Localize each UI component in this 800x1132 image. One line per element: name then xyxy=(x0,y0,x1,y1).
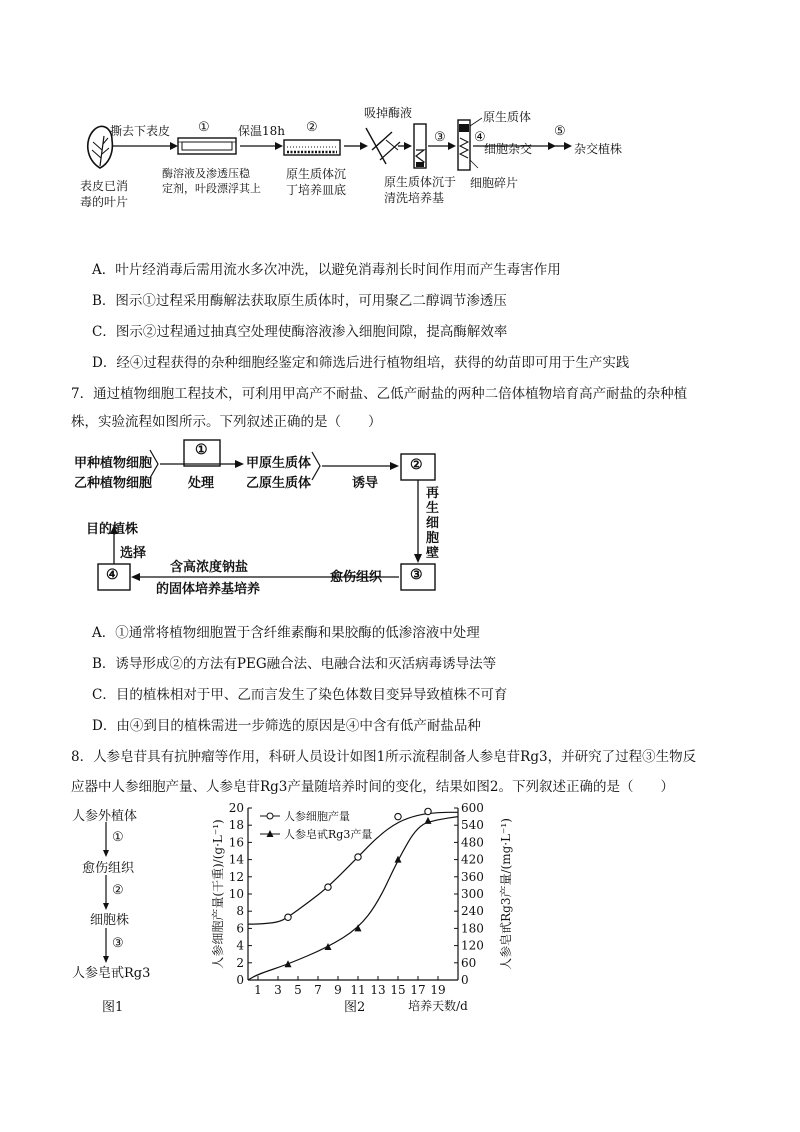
x-tick-label: 17 xyxy=(410,983,426,997)
salt-medium-line1: 含高浓度钠盐 xyxy=(170,560,249,575)
box3-label: ③ xyxy=(410,567,423,583)
fig1-item-callus: 愈伤组织 xyxy=(82,861,135,876)
q6-option-c: C．图示②过程通过抽真空处理使酶溶液渗入细胞间隙，提高酶解效率 xyxy=(92,324,508,340)
q6-option-b: B．图示①过程采用酶解法获取原生质体时，可用聚乙二醇调节渗透压 xyxy=(92,293,507,309)
y-left-tick-label: 6 xyxy=(236,921,244,936)
q6-option-a: A．叶片经消毒后需用流水多次冲洗，以避免消毒剂长时间作用而产生毒害作用 xyxy=(92,262,561,278)
protoplast-label: 原生质体 xyxy=(483,110,532,124)
q7-option-c: C．目的植株相对于甲、乙而言发生了染色体数目变异导致植株不可育 xyxy=(92,687,508,703)
select-label: 选择 xyxy=(120,546,147,561)
y-right-tick-label: 60 xyxy=(461,955,477,970)
process-label: 处理 xyxy=(188,476,215,491)
rg3-yield-point xyxy=(325,943,332,950)
arrow1-label: 撕去下表皮 xyxy=(110,124,171,138)
x-tick-label: 19 xyxy=(430,983,446,997)
suck-label: 吸掉酶液 xyxy=(364,106,413,120)
x-tick-label: 5 xyxy=(294,983,302,997)
fig1-step2: ② xyxy=(112,883,124,898)
fig1-step3: ③ xyxy=(112,936,124,951)
y-left-axis-title: 人参细胞产量(干重)/(g·L⁻¹) xyxy=(211,819,225,969)
cell-yield-point xyxy=(325,884,331,890)
rg3-yield-point xyxy=(425,817,432,824)
x-tick-label: 7 xyxy=(314,983,322,997)
petri-dish-2 xyxy=(284,140,340,155)
q7-stem-line2: 株，实验流程如图所示。下列叙述正确的是（ ） xyxy=(71,414,382,430)
y-right-tick-label: 360 xyxy=(461,869,484,884)
x-tick-label: 11 xyxy=(350,983,366,997)
fig2-caption: 图2 xyxy=(344,1000,366,1015)
cell-yield-point xyxy=(425,808,431,814)
legend-marker-1 xyxy=(267,813,273,819)
y-right-tick-label: 540 xyxy=(461,818,484,833)
y-left-tick-label: 16 xyxy=(228,835,244,850)
cell-yield-point xyxy=(395,813,401,819)
y-right-tick-label: 180 xyxy=(461,921,484,936)
salt-medium-line2: 的固体培养基培养 xyxy=(156,582,261,597)
hybrid-plant-label: 杂交植株 xyxy=(574,142,623,156)
q7-option-b: B．诱导形成②的方法有PEG融合法、电融合法和灭活病毒诱导法等 xyxy=(92,656,497,672)
fig1-step1: ① xyxy=(112,830,124,845)
x-tick-label: 15 xyxy=(390,983,406,997)
q8-stem-line2: 应器中人参细胞产量、人参皂苷Rg3产量随培养时间的变化，结果如图2。下列叙述正确的是（ ） xyxy=(71,779,674,795)
fig1-item-cellline: 细胞株 xyxy=(90,913,130,928)
cell-yield-point xyxy=(285,914,291,920)
x-axis-title: 培养天数/d xyxy=(408,999,468,1013)
arrow2-label: 保温18h xyxy=(238,124,285,138)
fig1-item-rg3: 人参皂甙Rg3 xyxy=(72,966,151,981)
protoplast-a: 甲原生质体 xyxy=(246,456,312,471)
legend-label-2: 人参皂甙Rg3产量 xyxy=(284,828,373,841)
box2-label: ② xyxy=(410,457,423,473)
y-right-tick-label: 480 xyxy=(461,835,484,850)
test-tube-1 xyxy=(414,124,426,168)
y-left-tick-label: 10 xyxy=(228,887,244,901)
input-cell-a: 甲种植物细胞 xyxy=(74,456,153,471)
y-right-tick-label: 240 xyxy=(461,904,484,919)
y-left-tick-label: 8 xyxy=(236,904,244,919)
y-left-tick-label: 4 xyxy=(236,938,244,953)
x-tick-label: 1 xyxy=(254,983,262,997)
debris-label: 细胞碎片 xyxy=(470,176,519,190)
y-left-tick-label: 0 xyxy=(236,973,244,987)
cell-yield-point xyxy=(355,854,361,860)
y-right-tick-label: 0 xyxy=(461,973,469,987)
step4-marker: ④ xyxy=(474,130,486,145)
pipette-icon xyxy=(366,128,400,164)
y-left-tick-label: 2 xyxy=(236,955,244,970)
x-tick-label: 13 xyxy=(370,983,386,997)
tube1-caption: 原生质体沉于 清洗培养基 xyxy=(384,175,457,205)
rg3-yield-point xyxy=(285,960,292,967)
q8-stem-line1: 8．人参皂苷具有抗肿瘤等作用，科研人员设计如图1所示流程制备人参皂苷Rg3，并研究了过程③生物反 xyxy=(71,749,697,765)
fig1-caption: 图1 xyxy=(102,1000,124,1015)
y-right-tick-label: 420 xyxy=(461,852,484,867)
series-line-2 xyxy=(248,817,458,980)
step3-marker: ③ xyxy=(434,130,446,145)
y-left-tick-label: 12 xyxy=(228,869,244,884)
y-right-axis-title: 人参皂甙Rg3产量/(mg·L⁻¹) xyxy=(499,818,513,970)
step1-marker: ① xyxy=(198,120,210,135)
protoplast-b: 乙原生质体 xyxy=(246,476,312,491)
y-left-tick-label: 14 xyxy=(228,852,244,867)
y-left-tick-label: 20 xyxy=(228,801,244,815)
induce-label: 诱导 xyxy=(352,476,379,491)
y-right-tick-label: 120 xyxy=(461,938,484,953)
input-cell-b: 乙种植物细胞 xyxy=(74,476,153,491)
q6-option-d: D．经④过程获得的杂种细胞经鉴定和筛选后进行植物组培，获得的幼苗即可用于生产实践 xyxy=(92,355,630,371)
q7-stem-line1: 7．通过植物细胞工程技术，可利用甲高产不耐盐、乙低产耐盐的两种二倍体植物培育高产耐盐的杂种植 xyxy=(71,386,688,402)
step2-marker: ② xyxy=(306,120,318,135)
y-left-tick-label: 18 xyxy=(228,818,244,833)
y-right-tick-label: 600 xyxy=(461,801,484,815)
fig1-item-explant: 人参外植体 xyxy=(72,809,138,824)
box4-label: ④ xyxy=(106,567,119,583)
x-tick-label: 9 xyxy=(334,983,342,997)
dish2-caption: 原生质体沉 丁培养皿底 xyxy=(286,167,347,197)
leaf-icon xyxy=(88,126,113,168)
dish1-caption: 酶溶液及渗透压稳 定剂，叶段漂浮其上 xyxy=(162,167,261,195)
legend-label-1: 人参细胞产量 xyxy=(284,810,350,823)
step5-marker: ⑤ xyxy=(554,124,566,139)
q7-option-d: D．由④到目的植株需进一步筛选的原因是④中含有低产耐盐品种 xyxy=(92,718,481,734)
callus-label: 愈伤组织 xyxy=(330,570,383,585)
y-right-tick-label: 300 xyxy=(461,887,484,901)
x-tick-label: 3 xyxy=(274,983,282,997)
regen-wall-label: 再 生 细 胞 壁 xyxy=(426,486,440,561)
fig1-arrows xyxy=(90,820,130,1020)
hybridization-label: 细胞杂交 xyxy=(484,142,533,156)
q7-option-a: A．①通常将植物细胞置于含纤维素酶和果胶酶的低渗溶液中处理 xyxy=(92,625,480,641)
leaf-label: 表皮已消 毒的叶片 xyxy=(80,179,129,209)
target-plant-label: 目的植株 xyxy=(86,522,139,537)
petri-dish-1 xyxy=(178,138,236,154)
box1-label: ① xyxy=(195,442,208,458)
